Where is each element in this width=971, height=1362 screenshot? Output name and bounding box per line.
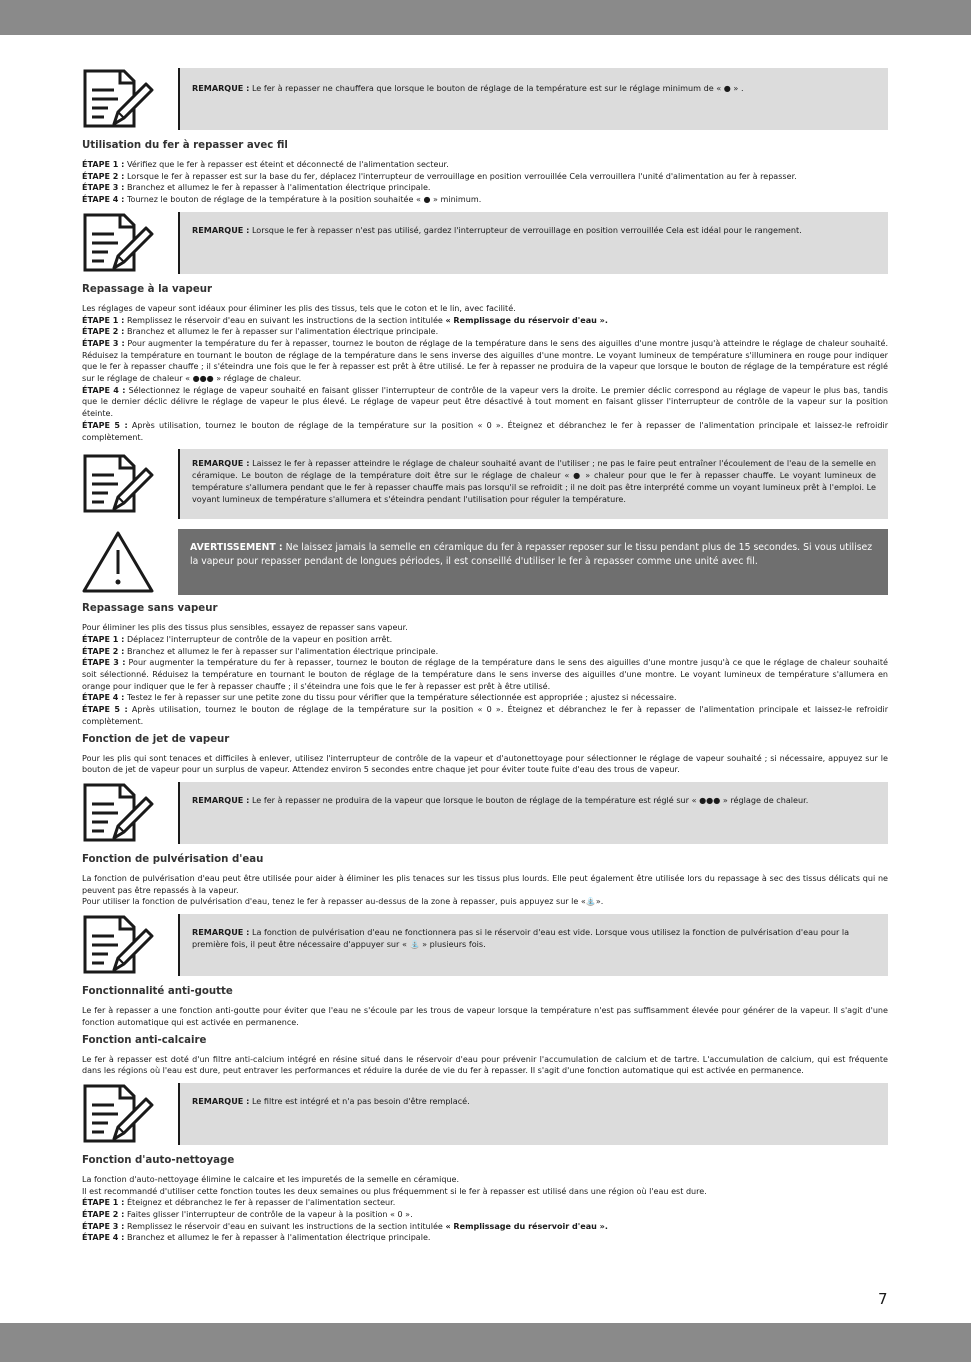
note-text: REMARQUE : Le fer à repasser ne chauffera que lorsque le bouton de réglage de la température est sur le réglage minimum de « ● » . bbox=[178, 68, 888, 130]
section-body: La fonction de pulvérisation d'eau peut être utilisée pour aider à éliminer les plis tenaces sur les tissus plus lourds. Elle peut également être utilisée lors du repassage à sec des tissus délicats qui ne peuvent pas être repassés à la vapeur. Pour utiliser la fonction de pulvérisation d'eau, tenez le fer à repasser au-dessus de la zone à repasser, puis appuyez sur le «⛲». bbox=[82, 873, 888, 907]
page-content bbox=[82, 68, 888, 1250]
top-bar bbox=[0, 0, 971, 35]
section-title: Fonction anti-calcaire bbox=[82, 1034, 207, 1046]
section-body: Pour éliminer les plis des tissus plus sensibles, essayez de repasser sans vapeur. ÉTAPE 1 : Déplacez l'interrupteur de contrôle de la vapeur en position arrêt. ÉTAPE 2 : Branchez et allumez le fer à repasser sur l'alimentation électrique principale. ÉTAPE 3 : Pour augmenter la température du fer à repasser, tournez le bouton de réglage de la température dans le sens des aiguilles d'une montre jusqu'à ce que le réglage de chaleur souhaité soit sélectionné. Réduisez la température en tournant le bouton de réglage de la température dans le sens inverse des aiguilles d'une montre. Le voyant lumineux de température s'allumera en orange pour indiquer que le fer à repasser chauffe ; il s'éteindra une fois que le fer à repasser est prêt à être utilisé. ÉTAPE 4 : Testez le fer à repasser sur une petite zone du tissu pour vérifier que la température sélectionnée est appropriée ; ajustez si nécessaire. ÉTAPE 5 : Après utilisation, tournez le bouton de réglage de la température sur la position « 0 ». Éteignez et débranchez le fer à repasser de l'alimentation principale et laissez-le refroidir complètement. bbox=[82, 623, 888, 726]
section-title: Repassage à la vapeur bbox=[82, 283, 213, 295]
section-title: Fonction de jet de vapeur bbox=[82, 733, 230, 745]
note-icon bbox=[82, 68, 178, 130]
note-icon bbox=[82, 1083, 178, 1145]
note-icon bbox=[82, 212, 178, 274]
section-body: La fonction d'auto-nettoyage élimine le calcaire et les impuretés de la semelle en céramique. Il est recommandé d'utiliser cette fonction toutes les deux semaines ou plus fréquemment si le fer à repasser est utilisé dans une région où l'eau est dure. ÉTAPE 1 : Éteignez et débranchez le fer à repasser de l'alimentation secteur. ÉTAPE 2 : Faites glisser l'interrupteur de contrôle de la vapeur à la position « 0 ». ÉTAPE 3 : Remplissez le réservoir d'eau en suivant les instructions de la section intitulée « Remplissage du réservoir d'eau ». ÉTAPE 4 : Branchez et allumez le fer à repasser à l'alimentation électrique principale. bbox=[82, 1174, 707, 1243]
note-text: REMARQUE : Le fer à repasser ne produira de la vapeur que lorsque le bouton de réglage de la température est réglé sur « ●●● » réglage de chaleur. bbox=[178, 782, 888, 844]
bottom-bar bbox=[0, 1323, 971, 1362]
note-box bbox=[82, 68, 888, 130]
note-text: REMARQUE : Le filtre est intégré et n'a pas besoin d'être remplacé. bbox=[178, 1083, 888, 1145]
warning-box bbox=[82, 529, 888, 595]
warning-icon bbox=[82, 529, 178, 595]
section-body: Les réglages de vapeur sont idéaux pour éliminer les plis des tissus, tels que le coton et le lin, avec facilité. ÉTAPE 1 : Remplissez le réservoir d'eau en suivant les instructions de la section intitulée « Remplissage du réservoir d'eau ». ÉTAPE 2 : Branchez et allumez le fer à repasser sur l'alimentation électrique principale. ÉTAPE 3 : Pour augmenter la température du fer à repasser, tournez le bouton de réglage de la température dans le sens des aiguilles d'une montre jusqu'à atteindre le réglage de chaleur souhaité. Réduisez la température en tournant le bouton de réglage de la température dans le sens inverse des aiguilles d'une montre. Le voyant lumineux de température s'illuminera en rouge pour indiquer que le fer à repasser chauffe ; il s'éteindra une fois que le fer à repasser est prêt à être utilisé. Le fer à repasser ne produira de la vapeur que lorsque le bouton de réglage de la température est réglé sur le réglage de chaleur « ●●● » réglage de chaleur. ÉTAPE 4 : Sélectionnez le réglage de vapeur souhaité en faisant glisser l'interrupteur de contrôle de la vapeur vers la droite. Le premier déclic correspond au réglage de vapeur le plus bas, tandis que le dernier déclic délivre le réglage de vapeur le plus élevé. Le réglage de vapeur peut être désactivé à tout moment en faisant glisser l'interrupteur de contrôle de la vapeur sur la position éteinte. ÉTAPE 5 : Après utilisation, tournez le bouton de réglage de la température sur la position « 0 ». Éteignez et débranchez le fer à repasser de l'alimentation principale et laissez-le refroidir complètement. bbox=[82, 303, 889, 442]
section-body: Le fer à repasser est doté d'un filtre anti-calcium intégré en résine situé dans le réservoir d'eau pour prévenir l'accumulation de calcium et de tartre. L'accumulation de calcium, qui est fréquente dans les régions où l'eau est dure, peut entraver les performances et réduire la durée de vie du fer à repasser. Il s'agit d'une fonction automatique qui est activée en permanence. bbox=[82, 1054, 888, 1076]
section-title: Utilisation du fer à repasser avec fil bbox=[82, 140, 288, 151]
note-icon bbox=[82, 914, 178, 976]
note-box bbox=[82, 1083, 888, 1145]
note-box bbox=[82, 212, 888, 274]
note-box bbox=[82, 782, 888, 844]
note-box bbox=[82, 914, 888, 976]
section-body: Le fer à repasser a une fonction anti-goutte pour éviter que l'eau ne s'écoule par les trous de vapeur lorsque la température n'est pas suffisamment élevée pour générer de la vapeur. Il s'agit d'une fonction automatique qui est activée en permanence. bbox=[82, 1006, 888, 1027]
page-number: 7 bbox=[878, 1290, 888, 1308]
note-box bbox=[82, 449, 888, 519]
section-body: Pour les plis qui sont tenaces et difficiles à enlever, utilisez l'interrupteur de contrôle de la vapeur et d'autonettoyage pour sélectionner le réglage de vapeur souhaité ; si nécessaire, appuyez sur le bouton de jet de vapeur pour un surplus de vapeur. Attendez environ 5 secondes entre chaque jet pour éviter toute fuite d'eau des trous de vapeur. bbox=[82, 753, 888, 775]
note-icon bbox=[82, 782, 178, 844]
note-icon bbox=[82, 449, 178, 519]
note-text: REMARQUE : Laissez le fer à repasser atteindre le réglage de chaleur souhaité avant de l'utiliser ; ne pas le faire peut entraîner l'écoulement de l'eau de la semelle en céramique. Le bouton de réglage de la température doit être sur le réglage de chaleur « ● » chaleur pour que le fer à repasser chauffe. Le voyant lumineux de température s'allumera pendant que le fer à repasser chauffe mais pas lorsqu'il se refroidit ; il ne doit pas être interprété comme un voyant lumineux prêt à l'emploi. Le voyant lumineux de température s'allumera et s'éteindra pendant l'utilisation pour réguler la température. bbox=[178, 449, 888, 519]
warning-text: AVERTISSEMENT : Ne laissez jamais la semelle en céramique du fer à repasser reposer sur le tissu pendant plus de 15 secondes. Si vous utilisez la vapeur pour repasser pendant de longues périodes, il est conseillé d'utiliser le fer à repasser comme une unité avec fil. bbox=[178, 529, 888, 595]
section-title: Fonction d'auto-nettoyage bbox=[82, 1154, 235, 1166]
steps-list: ÉTAPE 1 : Vérifiez que le fer à repasser est éteint et déconnecté de l'alimentation secteur. ÉTAPE 2 : Lorsque le fer à repasser est sur la base du fer, déplacez l'interrupteur de verrouillage en position verrouillée Cela verrouillera l'unité d'alimentation au fer à repasser. ÉTAPE 3 : Branchez et allumez le fer à repasser à l'alimentation électrique principale. ÉTAPE 4 : Tournez le bouton de réglage de la température à la position souhaitée « ● » minimum. bbox=[82, 160, 797, 205]
section-title: Fonction de pulvérisation d'eau bbox=[82, 853, 264, 865]
note-text: REMARQUE : La fonction de pulvérisation d'eau ne fonctionnera pas si le réservoir d'eau est vide. Lorsque vous utilisez la fonction de pulvérisation d'eau pour la première fois, il peut être nécessaire d'appuyer sur « ⛲ » plusieurs fois. bbox=[178, 914, 888, 976]
section-title: Fonctionnalité anti-goutte bbox=[82, 986, 233, 998]
note-text: REMARQUE : Lorsque le fer à repasser n'est pas utilisé, gardez l'interrupteur de verrouillage en position verrouillée Cela est idéal pour le rangement. bbox=[178, 212, 888, 274]
section-title: Repassage sans vapeur bbox=[82, 603, 218, 615]
